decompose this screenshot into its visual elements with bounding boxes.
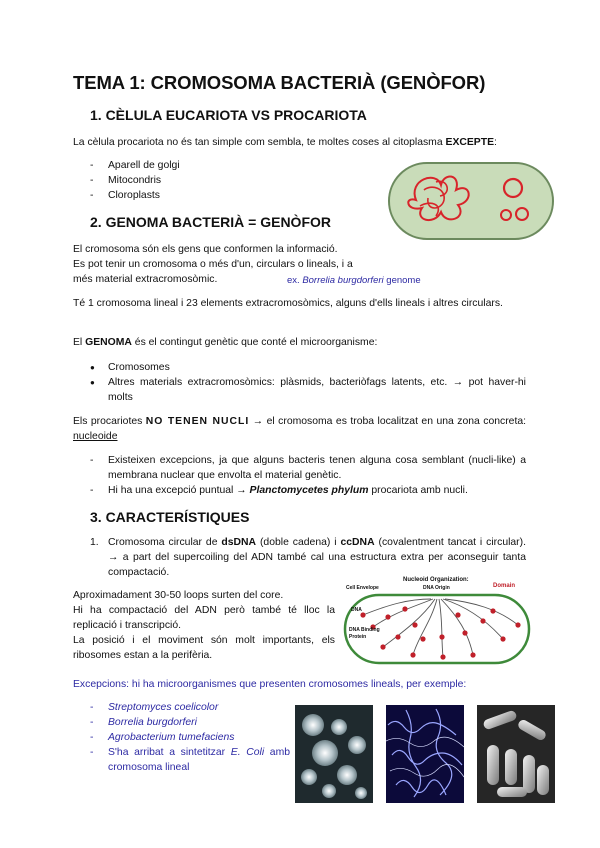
list-item: - Streptomyces coelicolor — [90, 700, 290, 715]
s2-p3: El GENOMA és el contingut genètic que conté el microorganisme: — [73, 337, 378, 348]
list-item: - Aparell de golgi — [90, 158, 180, 173]
s3-left-l2: Hi ha compactació del ADN però també té lloc la replicació i transcripció. — [73, 605, 335, 631]
streptomyces-micrograph — [295, 705, 373, 803]
agrobacterium-micrograph — [477, 705, 555, 803]
dna-origin-label: DNA Origin — [423, 585, 450, 591]
s3-item-1-text: Cromosoma circular de dsDNA (doble cadena) i ccDNA (covalentment tancat i circular). → a part del supercoiling del ADN també cal una estructura extra per aconseguir tanta compactació. — [108, 537, 526, 578]
example-caption: ex. Borrelia burgdorferi genome — [287, 275, 421, 286]
list-item: ● Cromosomes — [90, 360, 526, 375]
list-item: - S'ha arribat a sintetitzar E. Coli amb cromosoma lineal — [90, 745, 290, 775]
dna-label: DNA — [351, 607, 362, 613]
organisms-list — [90, 700, 290, 775]
nucleoid-diagram — [343, 577, 531, 665]
s2-p2: Té 1 cromosoma lineal i 23 elements extracromosòmics, alguns d'ells lineals i altres circulars. — [73, 298, 503, 309]
genome-list — [90, 360, 526, 405]
list-item: - Hi ha una excepció puntual → Planctomycetes phylum procariota amb nucli. — [90, 483, 526, 498]
section-2-heading: 2. GENOMA BACTERIÀ = GENÒFOR — [90, 214, 332, 230]
s1-intro: La cèlula procariota no és tan simple com sembla, te moltes coses al citoplasma EXCEPTE: — [73, 137, 497, 148]
s1-list — [90, 158, 180, 203]
list-item: - Existeixen excepcions, ja que alguns bacteris tenen alguna cosa semblant (nucli-like) a membrana nuclear que envolta el material genètic. — [90, 453, 526, 483]
list-item: ● Altres materials extracromosòmics: plàsmids, bacteriòfags latents, etc. → pot haver-hi molts — [90, 375, 526, 405]
s2-p1-line1: El cromosoma són els gens que conformen la informació. — [73, 244, 338, 255]
s3-left-l3: La posició i el moviment són molt importants, els ribosomes estan a la perifèria. — [73, 635, 335, 661]
binding-label-1: DNA Binding — [349, 627, 380, 633]
s2-p4: Els procariotes NO TENEN NUCLI → el cromosoma es troba localitzat en una zona concreta: nucleoide — [73, 416, 527, 442]
diagram-title: Nucleoid Organization: — [403, 577, 469, 583]
list-item: - Cloroplasts — [90, 188, 180, 203]
nucleus-list — [90, 453, 526, 498]
domain-label: Domain — [493, 583, 516, 589]
section-3-heading: 3. CARACTERÍSTIQUES — [90, 509, 250, 525]
exceptions-intro: Excepcions: hi ha microorganismes que presenten cromosomes lineals, per exemple: — [73, 679, 467, 690]
s2-p1-line2: Es pot tenir un cromosoma o més d'un, circulars o lineals, i a — [73, 259, 353, 270]
binding-label-2: Protein — [349, 634, 367, 640]
list-item: - Mitocondris — [90, 173, 180, 188]
prokaryote-cell-illustration — [386, 160, 556, 242]
borrelia-micrograph — [386, 705, 464, 803]
list-item: - Borrelia burgdorferi — [90, 715, 290, 730]
list-item: - Agrobacterium tumefaciens — [90, 730, 290, 745]
item-number: 1. — [90, 537, 99, 548]
s2-p1-line3: més material extracromosòmic. — [73, 274, 218, 285]
cell-envelope-label: Cell Envelope — [346, 585, 379, 591]
section-1-heading: 1. CÈLULA EUCARIOTA VS PROCARIOTA — [90, 107, 367, 123]
s3-left-l1: Aproximadament 30-50 loops surten del core. — [73, 590, 284, 601]
s3-item-1 — [90, 535, 526, 580]
page-title: TEMA 1: CROMOSOMA BACTERIÀ (GENÒFOR) — [73, 72, 486, 93]
